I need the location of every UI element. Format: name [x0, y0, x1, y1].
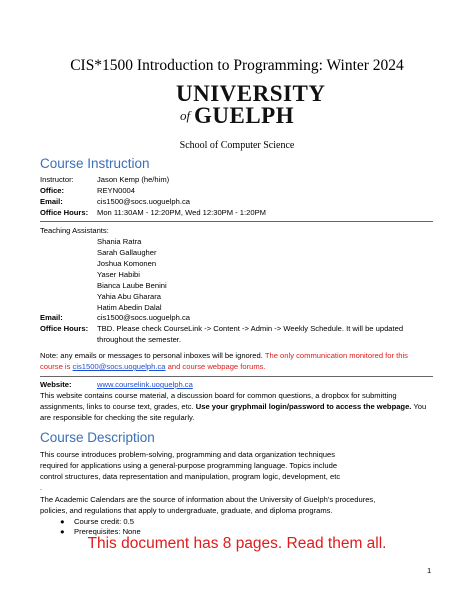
ta-name: Sarah Gallaugher [97, 248, 157, 257]
course-description-heading: Course Description [40, 430, 155, 445]
bullet-icon: ● [60, 517, 65, 526]
note-warning-suffix: and course webpage forums. [167, 362, 266, 371]
section-divider [40, 221, 433, 222]
course-credit-value: 0.5 [123, 517, 134, 526]
university-logo [176, 81, 326, 128]
course-credit-label: Course credit: [74, 517, 122, 526]
website-description-line2 [40, 402, 426, 411]
prerequisites-value: None [122, 527, 141, 536]
calendar-line: policies, and regulations that apply to undergraduate, graduate, and diploma programs. [40, 506, 333, 515]
ta-name: Shania Ratra [97, 237, 142, 246]
ta-name: Yaser Habibi [97, 270, 140, 279]
office-label: Office: [40, 186, 65, 195]
note-warning-prefix: course is [40, 362, 71, 371]
logo-of: of [180, 108, 191, 123]
ta-name: Yahia Abu Gharara [97, 292, 162, 301]
communication-note-line2 [40, 362, 266, 371]
website-text: assignments, links to course text, grades, etc. [40, 402, 194, 411]
description-line: required for applications using a general-purpose programming language. Topics include [40, 461, 338, 470]
school-name: School of Computer Science [179, 140, 295, 151]
courselink-url[interactable]: www.courselink.uoguelph.ca [97, 380, 193, 389]
note-warning: The only communication monitored for this [264, 351, 408, 360]
calendar-line: The Academic Calendars are the source of information about the University of Guelph's procedures, [40, 495, 376, 504]
ta-email-value: cis1500@socs.uoguelph.ca [97, 313, 190, 322]
logo-line-university: UNIVERSITY [176, 81, 326, 106]
instructor-value: Jason Kemp (he/him) [97, 175, 170, 184]
ta-name: Hatim Abedin Dalal [97, 303, 162, 312]
note-text: Note: any emails or messages to personal inboxes will be ignored. [40, 351, 263, 360]
website-label: Website: [40, 380, 72, 389]
ta-name: Joshua Komonen [97, 259, 157, 268]
page-count-banner: This document has 8 pages. Read them all. [87, 535, 387, 552]
website-description-line3: are responsible for checking the site regularly. [40, 413, 195, 422]
office-value: REYN0004 [97, 186, 135, 195]
prerequisites-label: Prerequisites: [74, 527, 121, 536]
ta-office-hours-line2: throughout the semester. [97, 335, 182, 344]
document-title: CIS*1500 Introduction to Programming: Winter 2024 [70, 57, 404, 74]
description-line: This course introduces problem-solving, programming and data organization techniques [40, 450, 336, 459]
logo-line-guelph: GUELPH [194, 103, 295, 128]
website-description-line1: This website contains course material, a discussion board for common questions, a dropbox for submitting [40, 391, 397, 400]
office-hours-value: Mon 11:30AM - 12:20PM, Wed 12:30PM - 1:20PM [97, 208, 266, 217]
gryphmail-instruction: Use your gryphmail login/password to access the webpage. [195, 402, 412, 411]
bullet-icon: ● [60, 527, 65, 536]
email-label: Email: [40, 197, 63, 206]
course-credit-item [60, 517, 134, 526]
section-divider [40, 376, 433, 377]
description-line: . [40, 483, 43, 492]
office-hours-label: Office Hours: [40, 208, 89, 217]
communication-note-line1 [40, 351, 408, 360]
description-line: control structures, data representation and manipulation, program logic, development, etc [40, 472, 341, 481]
ta-office-hours-label: Office Hours: [40, 324, 89, 333]
course-email-link[interactable]: cis1500@socs.uoguelph.ca [72, 362, 166, 371]
website-value [97, 380, 193, 389]
teaching-assistants-label: Teaching Assistants: [40, 226, 109, 235]
ta-office-hours-line1: TBD. Please check CourseLink -> Content -> Admin -> Weekly Schedule. It will be updated [97, 324, 404, 333]
email-value: cis1500@socs.uoguelph.ca [97, 197, 190, 206]
ta-name: Bianca Laube Benini [97, 281, 167, 290]
instructor-label: Instructor: [40, 175, 74, 184]
page-number: 1 [427, 566, 432, 575]
ta-email-label: Email: [40, 313, 63, 322]
website-text-end: You [413, 402, 427, 411]
course-instruction-heading: Course Instruction [40, 156, 150, 171]
